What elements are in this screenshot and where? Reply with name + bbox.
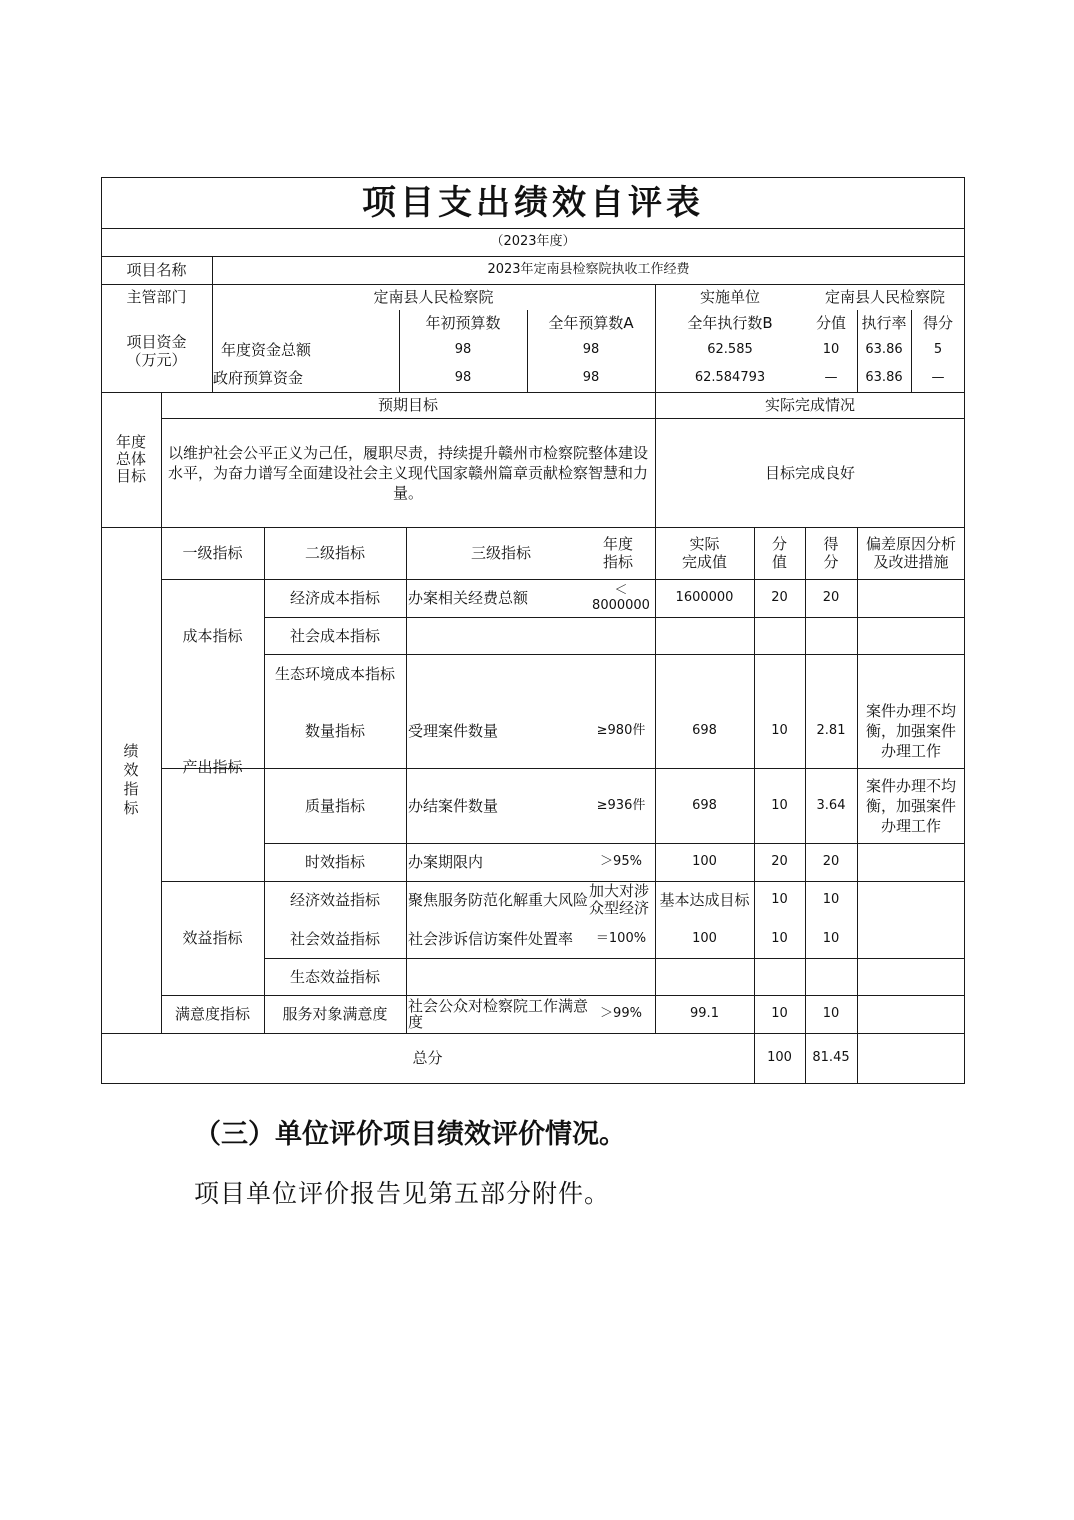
perf-label: 绩 效 指 标 — [123, 742, 139, 817]
project-name-value: 2023年定南县检察院执收工作经费 — [487, 262, 690, 277]
actual-header: 实际完成情况 — [764, 396, 855, 414]
l2-cell: 时效指标 — [304, 853, 365, 871]
score-cell: 10 — [771, 892, 788, 907]
total-got: 81.45 — [812, 1050, 850, 1065]
actual-cell: 99.1 — [690, 1006, 719, 1021]
ind-header: 偏差原因分析 及改进措施 — [865, 535, 956, 571]
l3-cell: 办结案件数量 — [408, 796, 499, 815]
funds-label: 项目资金 （万元） — [126, 333, 187, 369]
score-cell: 20 — [771, 590, 788, 605]
funds-cell: 98 — [454, 342, 472, 357]
l2-cell: 经济效益指标 — [289, 891, 380, 909]
funds-header: 得分 — [922, 314, 953, 332]
target-cell: ＝100% — [595, 930, 647, 946]
level1-output: 产出指标 — [182, 758, 243, 776]
impl-value: 定南县人民检察院 — [824, 288, 945, 306]
got-cell: 3.64 — [816, 797, 846, 813]
note-cell: 案件办理不均衡，加强案件办理工作 — [865, 701, 956, 760]
ind-header: 年度 指标 — [602, 535, 633, 571]
funds-header: 执行率 — [861, 314, 907, 332]
actual-text: 目标完成良好 — [764, 463, 855, 482]
l3-cell: 聚焦服务防范化解重大风险 — [408, 891, 589, 909]
actual-cell: 698 — [692, 797, 717, 813]
target-cell: ≥936件 — [596, 797, 646, 813]
note-cell: 案件办理不均衡，加强案件办理工作 — [865, 776, 956, 835]
funds-cell: 5 — [933, 342, 943, 357]
funds-header: 全年执行数B — [687, 314, 773, 332]
funds-cell: 98 — [454, 370, 472, 385]
score-cell: 10 — [771, 797, 788, 813]
total-label: 总分 — [412, 1049, 443, 1067]
funds-cell: — — [931, 370, 945, 385]
table-title: 项目支出绩效自评表 — [362, 182, 704, 223]
performance-self-evaluation-table — [101, 177, 965, 1083]
actual-cell: 100 — [692, 930, 717, 946]
score-cell: 10 — [771, 1006, 788, 1021]
l2-cell: 质量指标 — [304, 796, 365, 815]
funds-cell: 63.86 — [865, 370, 903, 385]
ind-header: 得 分 — [823, 535, 839, 571]
score-cell: 10 — [771, 930, 788, 946]
ind-header: 二级指标 — [304, 544, 365, 562]
ind-header: 实际 完成值 — [681, 535, 727, 571]
got-cell: 2.81 — [816, 722, 846, 738]
goal-label: 年度 总体 目标 — [115, 433, 146, 485]
l3-cell: 办案期限内 — [408, 853, 484, 871]
target-cell: ＜ 8000000 — [592, 583, 650, 613]
funds-cell: 62.584793 — [694, 370, 766, 385]
actual-cell: 100 — [692, 854, 717, 869]
total-score: 100 — [767, 1050, 792, 1065]
project-name-label: 项目名称 — [126, 261, 187, 279]
section-text: 项目单位评价报告见第五部分附件。 — [194, 1179, 611, 1208]
score-cell: 20 — [771, 854, 788, 869]
actual-cell: 基本达成目标 — [659, 891, 750, 909]
level1-cost: 成本指标 — [182, 627, 243, 645]
l2-cell: 社会成本指标 — [289, 626, 380, 645]
ind-header: 分 值 — [771, 535, 787, 571]
dept-label: 主管部门 — [126, 288, 187, 306]
target-cell: ＞95% — [600, 854, 642, 869]
funds-cell: — — [824, 370, 838, 385]
target-cell: ≥980件 — [596, 722, 646, 738]
actual-cell: 698 — [692, 722, 717, 738]
dept-value: 定南县人民检察院 — [373, 288, 494, 306]
got-cell: 10 — [822, 1006, 840, 1021]
l3-cell: 社会公众对检察院工作满意度 — [408, 997, 589, 1031]
got-cell: 20 — [822, 590, 840, 605]
target-cell: 加大对涉众型经济 — [588, 882, 649, 917]
got-cell: 10 — [822, 930, 840, 946]
funds-header: 年初预算数 — [425, 314, 501, 332]
funds-cell: 98 — [582, 370, 600, 385]
l3-cell: 受理案件数量 — [408, 721, 499, 740]
l2-cell: 经济成本指标 — [289, 589, 380, 607]
actual-cell: 1600000 — [675, 590, 734, 605]
got-cell: 20 — [822, 854, 840, 869]
score-cell: 10 — [771, 722, 788, 738]
expected-goal-header: 预期目标 — [377, 396, 438, 414]
funds-cell: 62.585 — [707, 342, 753, 357]
l2-cell: 生态效益指标 — [289, 967, 380, 986]
impl-label: 实施单位 — [699, 288, 760, 306]
funds-cell: 10 — [822, 342, 840, 357]
target-cell: ＞99% — [600, 1006, 642, 1021]
l2-cell: 社会效益指标 — [289, 929, 380, 948]
funds-row-label: 政府预算资金 — [213, 369, 304, 387]
funds-header: 分值 — [815, 314, 846, 332]
l2-cell: 生态环境成本指标 — [274, 664, 395, 683]
section-heading: （三）单位评价项目绩效评价情况。 — [194, 1119, 626, 1150]
table-year: （2023年度） — [490, 234, 576, 249]
funds-header: 全年预算数A — [548, 314, 634, 332]
level1-satisfaction: 满意度指标 — [174, 1005, 250, 1023]
level1-benefit: 效益指标 — [182, 929, 243, 947]
l2-cell: 服务对象满意度 — [282, 1005, 388, 1023]
l3-cell: 办案相关经费总额 — [408, 589, 529, 607]
l3-cell: 社会涉诉信访案件处置率 — [408, 929, 574, 948]
funds-cell: 63.86 — [865, 342, 903, 357]
expected-goal-text: 以维护社会公平正义为己任，履职尽责，持续提升赣州市检察院整体建设水平，为奋力谱写全面建设社会主义现代国家赣州篇章贡献检察智慧和力量。 — [167, 443, 648, 502]
funds-cell: 98 — [582, 342, 600, 357]
funds-row-label: 年度资金总额 — [221, 341, 312, 359]
l2-cell: 数量指标 — [304, 721, 365, 740]
ind-header: 三级指标 — [470, 544, 531, 562]
got-cell: 10 — [822, 892, 840, 907]
ind-header: 一级指标 — [182, 544, 243, 562]
